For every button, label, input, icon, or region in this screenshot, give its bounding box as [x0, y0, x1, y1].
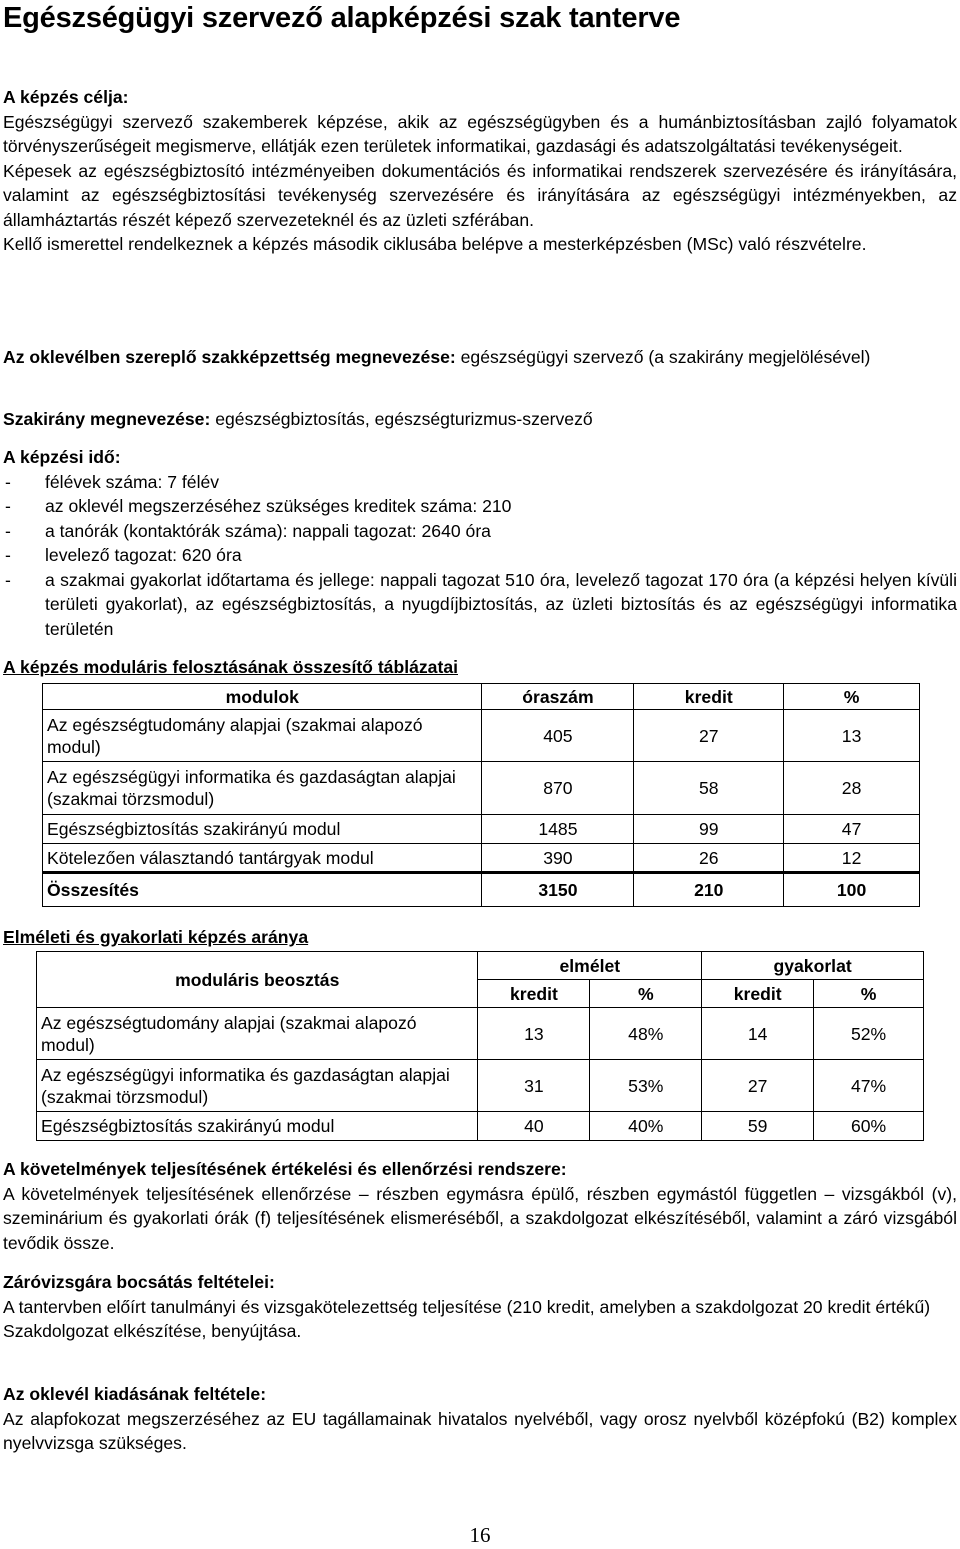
- table-cell: 3150: [482, 873, 634, 907]
- list-item: - a szakmai gyakorlat időtartama és jellege: nappali tagozat 510 óra, levelező tagozat 170 óra (a képzési helyen kívüli területi gyakorlat), az egészségbiztosítás, a nyugdíjbiztosítás, az üzleti biztosítás és az egészségügyi informatika területén: [3, 568, 957, 642]
- arany-table: [36, 951, 924, 1141]
- modular-heading-wrap: [3, 655, 957, 680]
- table-cell: 27: [702, 1060, 814, 1112]
- header-gyakorlat: gyakorlat: [702, 952, 924, 980]
- arany-heading-wrap: [3, 925, 957, 950]
- list-item: - félévek száma: 7 félév: [3, 470, 957, 495]
- okleveles-label: Az oklevélben szereplő szakképzettség megnevezése:: [3, 347, 456, 367]
- table-cell: 14: [702, 1008, 814, 1060]
- oklevel-heading: Az oklevél kiadásának feltétele:: [3, 1384, 267, 1404]
- zarovizsga-paragraph-1: A tantervben előírt tanulmányi és vizsgakötelezettség teljesítése (210 kredit, amelyben a szakdolgozat 20 kredit értékű): [3, 1296, 931, 1317]
- header-kredit: kredit: [634, 684, 784, 710]
- list-item: - a tanórák (kontaktórák száma): nappali tagozat: 2640 óra: [3, 519, 957, 544]
- header-oraszam: óraszám: [482, 684, 634, 710]
- table-cell: 870: [482, 762, 634, 815]
- table-row: [37, 1112, 924, 1141]
- table-cell: 60%: [814, 1112, 924, 1141]
- szakirany-section: [3, 407, 957, 432]
- table-cell: 210: [634, 873, 784, 907]
- table-cell: 47%: [814, 1060, 924, 1112]
- table-cell: Egészségbiztosítás szakirányú modul: [43, 815, 482, 844]
- table-cell: Kötelezően választandó tantárgyak modul: [43, 844, 482, 873]
- okleveles-value: egészségügyi szervező (a szakirány megjelölésével): [455, 347, 871, 367]
- table-row: [43, 710, 920, 762]
- table-cell: 27: [634, 710, 784, 762]
- oklevel-section: [3, 1382, 957, 1456]
- header-beosztas: moduláris beosztás: [37, 952, 478, 1008]
- table-row: [43, 844, 920, 873]
- header-elmelet: elmélet: [478, 952, 702, 980]
- table-total-row: [43, 873, 920, 907]
- okleveles-section: [3, 345, 957, 370]
- szakirany-label: Szakirány megnevezése:: [3, 409, 211, 429]
- table-cell: Az egészségtudomány alapjai (szakmai alapozó modul): [37, 1008, 478, 1060]
- table-cell: 59: [702, 1112, 814, 1141]
- ido-section: [3, 445, 957, 641]
- page-number: 16: [469, 1523, 491, 1547]
- table-cell: 26: [634, 844, 784, 873]
- header-modulok: modulok: [43, 684, 482, 710]
- table-cell: 52%: [814, 1008, 924, 1060]
- table-row: [43, 815, 920, 844]
- table-cell: Összesítés: [43, 873, 482, 907]
- zarovizsga-heading: Záróvizsgára bocsátás feltételei:: [3, 1272, 275, 1292]
- header-kredit: kredit: [702, 980, 814, 1008]
- modular-heading: A képzés moduláris felosztásának összesítő táblázatai: [3, 657, 458, 677]
- cel-heading: A képzés célja:: [3, 87, 129, 107]
- kovetelmeny-heading: A követelmények teljesítésének értékelési és ellenőrzési rendszere:: [3, 1159, 567, 1179]
- table-cell: 58: [634, 762, 784, 815]
- table-cell: Az egészségügyi informatika és gazdaságtan alapjai (szakmai törzsmodul): [43, 762, 482, 815]
- header-pct: %: [784, 684, 920, 710]
- cel-paragraph-1: Egészségügyi szervező szakemberek képzése, akik az egészségügyben és a humánbiztosításban zajló folyamatok törvényszerűségeit megismerve, ellátják ezen területek informatikai, gazdasági és adatszolgáltatási tevékenységeit.: [3, 111, 957, 156]
- table-row: [37, 1008, 924, 1060]
- kovetelmeny-text: A követelmények teljesítésének ellenőrzése – részben egymásra épülő, részben egymástól független – vizsgákból (v), szeminárium és gyakorlati órák (f) teljesítésének elismeréséből, a szakdolgozat elkészítéséből, valamint a záró vizsgából tevődik össze.: [3, 1183, 957, 1253]
- table-header-row: [37, 952, 924, 980]
- cel-paragraph-2: Képesek az egészségbiztosító intézményeiben dokumentációs és informatikai rendszerek szervezésére és irányítására, valamint az egészségbiztosítási tevékenység szervezésére és irányítására az egészségügyi intézményekben, az államháztartás részét képező szervezeteknél és az üzleti szférában.: [3, 160, 957, 230]
- header-pct: %: [814, 980, 924, 1008]
- header-kredit: kredit: [478, 980, 590, 1008]
- arany-heading: Elméleti és gyakorlati képzés aránya: [3, 927, 309, 947]
- list-item: - az oklevél megszerzéséhez szükséges kreditek száma: 210: [3, 494, 957, 519]
- header-pct: %: [590, 980, 702, 1008]
- modular-table: [42, 683, 920, 907]
- table-cell: 99: [634, 815, 784, 844]
- table-cell: 48%: [590, 1008, 702, 1060]
- zarovizsga-paragraph-2: Szakdolgozat elkészítése, benyújtása.: [3, 1321, 302, 1341]
- table-cell: 28: [784, 762, 920, 815]
- table-cell: 100: [784, 873, 920, 907]
- table-cell: 40%: [590, 1112, 702, 1141]
- table-cell: 405: [482, 710, 634, 762]
- cel-section: [3, 85, 957, 257]
- table-cell: 13: [478, 1008, 590, 1060]
- table-cell: 47: [784, 815, 920, 844]
- ido-heading: A képzési idő:: [3, 447, 121, 467]
- zarovizsga-section: [3, 1270, 957, 1344]
- szakirany-value: egészségbiztosítás, egészségturizmus-szervező: [210, 409, 593, 429]
- table-cell: 1485: [482, 815, 634, 844]
- table-row: [37, 1060, 924, 1112]
- table-cell: 31: [478, 1060, 590, 1112]
- cel-paragraph-3: Kellő ismerettel rendelkeznek a képzés második ciklusába belépve a mesterképzésben (MSc) való részvételre.: [3, 234, 867, 254]
- ido-list: [3, 470, 957, 642]
- kovetelmeny-section: [3, 1157, 957, 1255]
- page-title: Egészségügyi szervező alapképzési szak tanterve: [3, 2, 681, 34]
- list-item: - levelező tagozat: 620 óra: [3, 543, 957, 568]
- table-cell: Az egészségügyi informatika és gazdaságtan alapjai (szakmai törzsmodul): [37, 1060, 478, 1112]
- oklevel-text: Az alapfokozat megszerzéséhez az EU tagállamainak hivatalos nyelvéből, vagy orosz nyelvből középfokú (B2) komplex nyelvvizsga szükséges.: [3, 1408, 957, 1453]
- table-cell: 390: [482, 844, 634, 873]
- table-row: [43, 762, 920, 815]
- table-cell: 40: [478, 1112, 590, 1141]
- table-cell: 12: [784, 844, 920, 873]
- table-cell: 13: [784, 710, 920, 762]
- table-header-row: [43, 684, 920, 710]
- table-cell: Az egészségtudomány alapjai (szakmai alapozó modul): [43, 710, 482, 762]
- table-cell: Egészségbiztosítás szakirányú modul: [37, 1112, 478, 1141]
- table-cell: 53%: [590, 1060, 702, 1112]
